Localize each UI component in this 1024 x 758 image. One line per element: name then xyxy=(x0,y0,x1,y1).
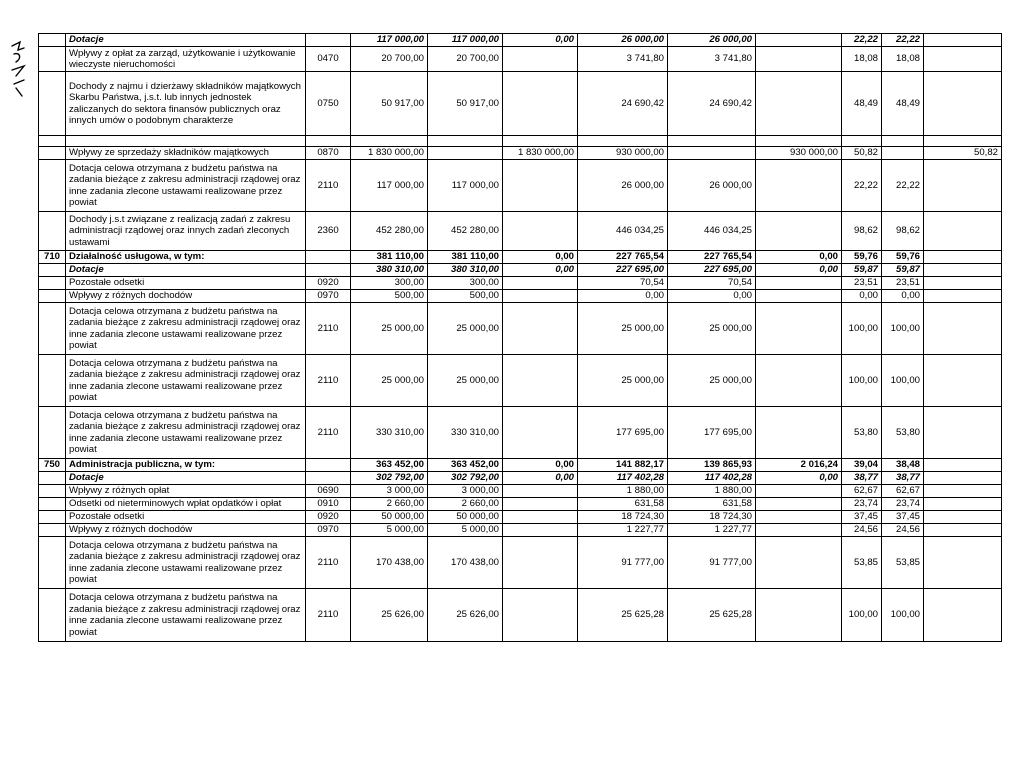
label-cell: Pozostałe odsetki xyxy=(66,511,306,524)
executed-property-cell xyxy=(756,407,842,459)
executed-current-cell: 25 625,28 xyxy=(668,589,756,642)
executed-cell: 631,58 xyxy=(578,498,668,511)
executed-property-cell xyxy=(756,303,842,355)
executed-current-cell: 139 865,93 xyxy=(668,459,756,472)
executed-property-cell xyxy=(756,277,842,290)
executed-current-cell xyxy=(668,136,756,147)
executed-current-cell: 26 000,00 xyxy=(668,34,756,47)
section-cell xyxy=(39,212,66,251)
plan-cell: 452 280,00 xyxy=(351,212,428,251)
code-cell: 0970 xyxy=(306,290,351,303)
percent-property-cell xyxy=(924,511,1002,524)
executed-current-cell: 91 777,00 xyxy=(668,537,756,589)
executed-cell: 70,54 xyxy=(578,277,668,290)
executed-property-cell: 0,00 xyxy=(756,472,842,485)
section-cell xyxy=(39,511,66,524)
executed-property-cell xyxy=(756,524,842,537)
label-cell: Dochody j.s.t związane z realizacją zadań z zakresu administracji rządowej oraz innych zadań zleconych ustawami xyxy=(66,212,306,251)
plan-cell: 2 660,00 xyxy=(351,498,428,511)
executed-cell: 227 695,00 xyxy=(578,264,668,277)
plan-cell: 25 000,00 xyxy=(351,303,428,355)
label-cell: Wpływy z opłat za zarząd, użytkowanie i użytkowanie wieczyste nieruchomości xyxy=(66,47,306,72)
table-row xyxy=(39,303,1002,355)
plan-current-cell: 363 452,00 xyxy=(428,459,503,472)
executed-cell: 0,00 xyxy=(578,290,668,303)
code-cell: 0920 xyxy=(306,511,351,524)
plan-current-cell: 117 000,00 xyxy=(428,34,503,47)
section-cell xyxy=(39,537,66,589)
section-cell xyxy=(39,277,66,290)
label-cell: Pozostałe odsetki xyxy=(66,277,306,290)
percent-property-cell xyxy=(924,277,1002,290)
executed-cell xyxy=(578,136,668,147)
label-cell: Odsetki od nieterminowych wpłat opdatków i opłat xyxy=(66,498,306,511)
code-cell xyxy=(306,136,351,147)
label-cell: Dotacja celowa otrzymana z budżetu państwa na zadania bieżące z zakresu administracji rządowej oraz inne zadania zlecone ustawami realizowane przez powiat xyxy=(66,589,306,642)
plan-cell: 50 000,00 xyxy=(351,511,428,524)
executed-property-cell: 0,00 xyxy=(756,264,842,277)
table-row xyxy=(39,160,1002,212)
executed-current-cell: 227 765,54 xyxy=(668,251,756,264)
section-cell xyxy=(39,147,66,160)
percent-cell: 0,00 xyxy=(842,290,882,303)
section-cell xyxy=(39,47,66,72)
percent-current-cell: 62,67 xyxy=(882,485,924,498)
percent-cell: 48,49 xyxy=(842,72,882,136)
section-cell xyxy=(39,264,66,277)
code-cell: 0870 xyxy=(306,147,351,160)
plan-property-cell xyxy=(503,277,578,290)
percent-cell: 38,77 xyxy=(842,472,882,485)
label-cell: Wpływy z różnych dochodów xyxy=(66,524,306,537)
executed-property-cell xyxy=(756,498,842,511)
label-cell: Dotacje xyxy=(66,264,306,277)
label-cell: Dotacja celowa otrzymana z budżetu państwa na zadania bieżące z zakresu administracji rządowej oraz inne zadania zlecone ustawami realizowane przez powiat xyxy=(66,355,306,407)
percent-current-cell: 100,00 xyxy=(882,355,924,407)
percent-current-cell xyxy=(882,147,924,160)
label-cell: Dotacja celowa otrzymana z budżetu państwa na zadania bieżące z zakresu administracji rządowej oraz inne zadania zlecone ustawami realizowane przez powiat xyxy=(66,303,306,355)
table-row xyxy=(39,147,1002,160)
plan-current-cell: 381 110,00 xyxy=(428,251,503,264)
plan-cell: 1 830 000,00 xyxy=(351,147,428,160)
percent-cell: 100,00 xyxy=(842,303,882,355)
percent-property-cell xyxy=(924,459,1002,472)
executed-cell: 227 765,54 xyxy=(578,251,668,264)
table-row xyxy=(39,277,1002,290)
plan-property-cell xyxy=(503,303,578,355)
plan-property-cell xyxy=(503,136,578,147)
percent-property-cell xyxy=(924,251,1002,264)
executed-property-cell xyxy=(756,160,842,212)
plan-property-cell xyxy=(503,212,578,251)
plan-cell: 500,00 xyxy=(351,290,428,303)
executed-cell: 141 882,17 xyxy=(578,459,668,472)
section-cell xyxy=(39,485,66,498)
plan-cell: 117 000,00 xyxy=(351,34,428,47)
code-cell: 0970 xyxy=(306,524,351,537)
plan-property-cell xyxy=(503,498,578,511)
executed-current-cell xyxy=(668,147,756,160)
table-row xyxy=(39,264,1002,277)
percent-cell: 62,67 xyxy=(842,485,882,498)
percent-property-cell xyxy=(924,485,1002,498)
table-row xyxy=(39,251,1002,264)
plan-current-cell: 50 917,00 xyxy=(428,72,503,136)
section-cell: 750 xyxy=(39,459,66,472)
plan-property-cell: 0,00 xyxy=(503,34,578,47)
percent-current-cell: 98,62 xyxy=(882,212,924,251)
plan-property-cell xyxy=(503,72,578,136)
executed-cell: 1 880,00 xyxy=(578,485,668,498)
plan-cell: 302 792,00 xyxy=(351,472,428,485)
plan-property-cell: 1 830 000,00 xyxy=(503,147,578,160)
label-cell: Dotacje xyxy=(66,34,306,47)
section-cell xyxy=(39,355,66,407)
table-row xyxy=(39,537,1002,589)
plan-property-cell xyxy=(503,407,578,459)
plan-cell: 381 110,00 xyxy=(351,251,428,264)
executed-property-cell xyxy=(756,355,842,407)
plan-cell: 25 000,00 xyxy=(351,355,428,407)
percent-property-cell xyxy=(924,212,1002,251)
executed-cell: 446 034,25 xyxy=(578,212,668,251)
label-cell: Dotacja celowa otrzymana z budżetu państwa na zadania bieżące z zakresu administracji rządowej oraz inne zadania zlecone ustawami realizowane przez powiat xyxy=(66,537,306,589)
plan-cell: 330 310,00 xyxy=(351,407,428,459)
executed-cell: 24 690,42 xyxy=(578,72,668,136)
section-cell xyxy=(39,524,66,537)
section-cell xyxy=(39,589,66,642)
percent-current-cell: 53,80 xyxy=(882,407,924,459)
table-row xyxy=(39,212,1002,251)
executed-current-cell: 0,00 xyxy=(668,290,756,303)
plan-current-cell: 380 310,00 xyxy=(428,264,503,277)
percent-current-cell: 53,85 xyxy=(882,537,924,589)
executed-property-cell xyxy=(756,511,842,524)
percent-cell: 23,74 xyxy=(842,498,882,511)
code-cell: 2360 xyxy=(306,212,351,251)
percent-property-cell xyxy=(924,472,1002,485)
percent-cell: 23,51 xyxy=(842,277,882,290)
plan-cell: 170 438,00 xyxy=(351,537,428,589)
executed-cell: 930 000,00 xyxy=(578,147,668,160)
executed-property-cell xyxy=(756,290,842,303)
executed-current-cell: 25 000,00 xyxy=(668,303,756,355)
label-cell: Dochody z najmu i dzierżawy składników majątkowych Skarbu Państwa, j.s.t. lub innych jednostek zaliczanych do sektora finansów publicznych oraz innych umów o podobnym charakterze xyxy=(66,72,306,136)
executed-property-cell xyxy=(756,136,842,147)
executed-cell: 26 000,00 xyxy=(578,34,668,47)
executed-current-cell: 446 034,25 xyxy=(668,212,756,251)
section-cell xyxy=(39,290,66,303)
percent-cell: 50,82 xyxy=(842,147,882,160)
plan-current-cell: 25 626,00 xyxy=(428,589,503,642)
plan-current-cell: 500,00 xyxy=(428,290,503,303)
percent-current-cell xyxy=(882,136,924,147)
percent-current-cell: 100,00 xyxy=(882,303,924,355)
table-row xyxy=(39,47,1002,72)
executed-current-cell: 1 880,00 xyxy=(668,485,756,498)
percent-current-cell: 22,22 xyxy=(882,34,924,47)
percent-cell: 100,00 xyxy=(842,589,882,642)
executed-current-cell: 26 000,00 xyxy=(668,160,756,212)
plan-cell: 363 452,00 xyxy=(351,459,428,472)
percent-property-cell xyxy=(924,72,1002,136)
percent-current-cell: 48,49 xyxy=(882,72,924,136)
executed-property-cell xyxy=(756,537,842,589)
executed-property-cell xyxy=(756,485,842,498)
plan-current-cell xyxy=(428,136,503,147)
table-row xyxy=(39,72,1002,136)
table-row xyxy=(39,485,1002,498)
executed-property-cell: 930 000,00 xyxy=(756,147,842,160)
percent-cell: 53,80 xyxy=(842,407,882,459)
plan-property-cell: 0,00 xyxy=(503,264,578,277)
label-cell: Administracja publiczna, w tym: xyxy=(66,459,306,472)
plan-current-cell: 25 000,00 xyxy=(428,355,503,407)
label-cell xyxy=(66,136,306,147)
percent-cell: 100,00 xyxy=(842,355,882,407)
executed-current-cell: 24 690,42 xyxy=(668,72,756,136)
executed-property-cell: 2 016,24 xyxy=(756,459,842,472)
code-cell xyxy=(306,251,351,264)
percent-cell: 18,08 xyxy=(842,47,882,72)
table-row xyxy=(39,34,1002,47)
plan-property-cell xyxy=(503,355,578,407)
percent-cell: 24,56 xyxy=(842,524,882,537)
executed-cell: 25 000,00 xyxy=(578,355,668,407)
executed-current-cell: 25 000,00 xyxy=(668,355,756,407)
plan-current-cell: 20 700,00 xyxy=(428,47,503,72)
plan-property-cell xyxy=(503,524,578,537)
plan-property-cell: 0,00 xyxy=(503,472,578,485)
executed-property-cell xyxy=(756,47,842,72)
plan-current-cell: 2 660,00 xyxy=(428,498,503,511)
percent-current-cell: 18,08 xyxy=(882,47,924,72)
percent-cell: 59,87 xyxy=(842,264,882,277)
table-row xyxy=(39,498,1002,511)
plan-current-cell: 330 310,00 xyxy=(428,407,503,459)
plan-cell xyxy=(351,136,428,147)
executed-current-cell: 631,58 xyxy=(668,498,756,511)
executed-current-cell: 117 402,28 xyxy=(668,472,756,485)
code-cell: 0750 xyxy=(306,72,351,136)
percent-property-cell xyxy=(924,303,1002,355)
code-cell: 0470 xyxy=(306,47,351,72)
executed-cell: 25 000,00 xyxy=(578,303,668,355)
plan-cell: 20 700,00 xyxy=(351,47,428,72)
plan-current-cell: 170 438,00 xyxy=(428,537,503,589)
label-cell: Wpływy z różnych dochodów xyxy=(66,290,306,303)
executed-property-cell xyxy=(756,34,842,47)
section-cell xyxy=(39,160,66,212)
label-cell: Wpływy ze sprzedaży składników majątkowych xyxy=(66,147,306,160)
plan-property-cell: 0,00 xyxy=(503,459,578,472)
code-cell: 2110 xyxy=(306,537,351,589)
percent-cell: 22,22 xyxy=(842,34,882,47)
percent-cell xyxy=(842,136,882,147)
percent-property-cell xyxy=(924,498,1002,511)
percent-current-cell: 38,48 xyxy=(882,459,924,472)
plan-property-cell xyxy=(503,511,578,524)
table-row xyxy=(39,290,1002,303)
label-cell: Dotacja celowa otrzymana z budżetu państwa na zadania bieżące z zakresu administracji rządowej oraz inne zadania zlecone ustawami realizowane przez powiat xyxy=(66,160,306,212)
code-cell: 0910 xyxy=(306,498,351,511)
percent-cell: 37,45 xyxy=(842,511,882,524)
percent-current-cell: 0,00 xyxy=(882,290,924,303)
plan-current-cell: 117 000,00 xyxy=(428,160,503,212)
executed-cell: 177 695,00 xyxy=(578,407,668,459)
plan-cell: 300,00 xyxy=(351,277,428,290)
section-cell: 710 xyxy=(39,251,66,264)
executed-cell: 91 777,00 xyxy=(578,537,668,589)
table-row xyxy=(39,355,1002,407)
code-cell: 2110 xyxy=(306,355,351,407)
percent-cell: 59,76 xyxy=(842,251,882,264)
label-cell: Wpływy z różnych opłat xyxy=(66,485,306,498)
plan-current-cell xyxy=(428,147,503,160)
executed-property-cell xyxy=(756,589,842,642)
percent-property-cell xyxy=(924,34,1002,47)
percent-cell: 98,62 xyxy=(842,212,882,251)
code-cell: 2110 xyxy=(306,303,351,355)
percent-property-cell xyxy=(924,136,1002,147)
executed-current-cell: 70,54 xyxy=(668,277,756,290)
plan-current-cell: 452 280,00 xyxy=(428,212,503,251)
plan-current-cell: 50 000,00 xyxy=(428,511,503,524)
executed-current-cell: 18 724,30 xyxy=(668,511,756,524)
percent-current-cell: 38,77 xyxy=(882,472,924,485)
code-cell: 0690 xyxy=(306,485,351,498)
executed-current-cell: 227 695,00 xyxy=(668,264,756,277)
label-cell: Dotacja celowa otrzymana z budżetu państwa na zadania bieżące z zakresu administracji rządowej oraz inne zadania zlecone ustawami realizowane przez powiat xyxy=(66,407,306,459)
plan-cell: 3 000,00 xyxy=(351,485,428,498)
table-row xyxy=(39,459,1002,472)
percent-current-cell: 22,22 xyxy=(882,160,924,212)
code-cell: 2110 xyxy=(306,160,351,212)
percent-current-cell: 59,87 xyxy=(882,264,924,277)
executed-property-cell: 0,00 xyxy=(756,251,842,264)
code-cell xyxy=(306,472,351,485)
percent-property-cell xyxy=(924,537,1002,589)
executed-cell: 25 625,28 xyxy=(578,589,668,642)
code-cell xyxy=(306,459,351,472)
plan-cell: 117 000,00 xyxy=(351,160,428,212)
section-cell xyxy=(39,472,66,485)
table-row xyxy=(39,511,1002,524)
label-cell: Dotacje xyxy=(66,472,306,485)
plan-cell: 50 917,00 xyxy=(351,72,428,136)
table-row xyxy=(39,136,1002,147)
plan-current-cell: 25 000,00 xyxy=(428,303,503,355)
plan-property-cell: 0,00 xyxy=(503,251,578,264)
percent-current-cell: 59,76 xyxy=(882,251,924,264)
section-cell xyxy=(39,498,66,511)
percent-current-cell: 24,56 xyxy=(882,524,924,537)
percent-property-cell xyxy=(924,290,1002,303)
table-row xyxy=(39,524,1002,537)
executed-property-cell xyxy=(756,212,842,251)
plan-cell: 380 310,00 xyxy=(351,264,428,277)
plan-property-cell xyxy=(503,47,578,72)
handwritten-initials-mark xyxy=(6,40,32,100)
budget-table xyxy=(38,33,1002,642)
executed-cell: 1 227,77 xyxy=(578,524,668,537)
table-row xyxy=(39,472,1002,485)
plan-property-cell xyxy=(503,537,578,589)
percent-current-cell: 23,74 xyxy=(882,498,924,511)
percent-cell: 22,22 xyxy=(842,160,882,212)
plan-cell: 25 626,00 xyxy=(351,589,428,642)
percent-property-cell xyxy=(924,47,1002,72)
table-row xyxy=(39,589,1002,642)
code-cell xyxy=(306,264,351,277)
percent-property-cell xyxy=(924,589,1002,642)
executed-current-cell: 1 227,77 xyxy=(668,524,756,537)
table-row xyxy=(39,407,1002,459)
executed-cell: 26 000,00 xyxy=(578,160,668,212)
plan-property-cell xyxy=(503,290,578,303)
executed-property-cell xyxy=(756,72,842,136)
percent-current-cell: 100,00 xyxy=(882,589,924,642)
percent-property-cell xyxy=(924,407,1002,459)
plan-current-cell: 300,00 xyxy=(428,277,503,290)
code-cell: 0920 xyxy=(306,277,351,290)
executed-cell: 18 724,30 xyxy=(578,511,668,524)
plan-property-cell xyxy=(503,485,578,498)
code-cell: 2110 xyxy=(306,589,351,642)
code-cell xyxy=(306,34,351,47)
percent-property-cell: 50,82 xyxy=(924,147,1002,160)
percent-property-cell xyxy=(924,160,1002,212)
executed-current-cell: 3 741,80 xyxy=(668,47,756,72)
executed-cell: 117 402,28 xyxy=(578,472,668,485)
percent-current-cell: 37,45 xyxy=(882,511,924,524)
code-cell: 2110 xyxy=(306,407,351,459)
plan-property-cell xyxy=(503,160,578,212)
percent-property-cell xyxy=(924,355,1002,407)
percent-cell: 53,85 xyxy=(842,537,882,589)
plan-property-cell xyxy=(503,589,578,642)
executed-current-cell: 177 695,00 xyxy=(668,407,756,459)
label-cell: Działalność usługowa, w tym: xyxy=(66,251,306,264)
percent-property-cell xyxy=(924,524,1002,537)
section-cell xyxy=(39,407,66,459)
section-cell xyxy=(39,136,66,147)
percent-property-cell xyxy=(924,264,1002,277)
plan-current-cell: 5 000,00 xyxy=(428,524,503,537)
section-cell xyxy=(39,303,66,355)
plan-cell: 5 000,00 xyxy=(351,524,428,537)
section-cell xyxy=(39,34,66,47)
executed-cell: 3 741,80 xyxy=(578,47,668,72)
plan-current-cell: 302 792,00 xyxy=(428,472,503,485)
percent-cell: 39,04 xyxy=(842,459,882,472)
percent-current-cell: 23,51 xyxy=(882,277,924,290)
section-cell xyxy=(39,72,66,136)
plan-current-cell: 3 000,00 xyxy=(428,485,503,498)
